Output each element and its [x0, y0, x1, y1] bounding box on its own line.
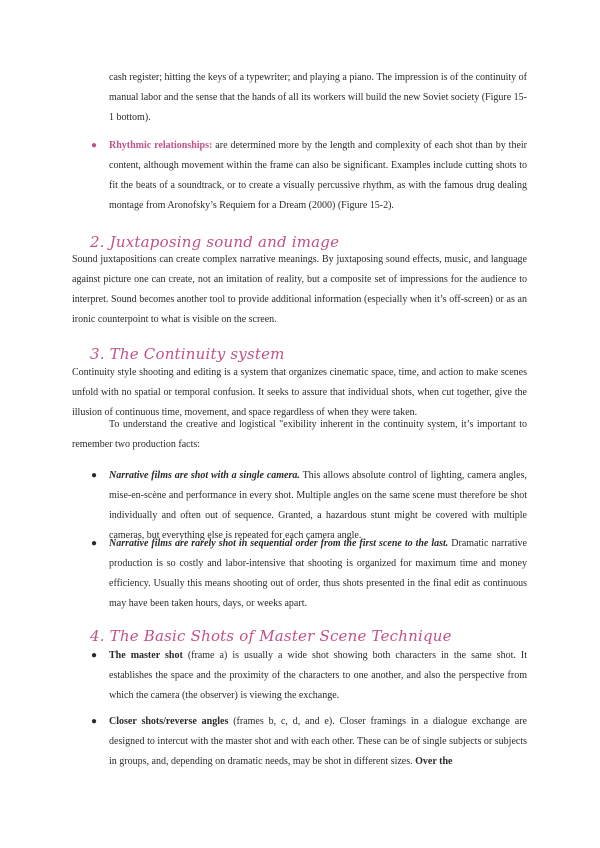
section2-text: Sound juxtapositions can create complex narrative meanings. By juxtaposing sound effects, music, and language against picture one can create, not an imitation of reality, but a composite set of impressions for the audience to interpret. Sound becomes another tool to provide additional information (especially when it’s off-screen) or as an ironic counterpoint to what is visible on the screen. — [72, 254, 527, 325]
bullet-master-shot-lead: The master shot — [109, 650, 183, 661]
section-heading-basic-shots: 4. The Basic Shots of Master Scene Technique — [90, 627, 452, 645]
bullet-icon: ● — [91, 140, 98, 151]
bullet-sequential-order — [91, 534, 527, 614]
bullet-closer-shots — [91, 712, 527, 772]
section2-paragraph — [72, 250, 527, 330]
bullet-icon: ● — [91, 470, 98, 481]
bullet-icon: ● — [91, 538, 98, 549]
bullet-closer-shots-tail: Over the — [412, 756, 453, 767]
bullet-closer-shots-body: (frames b, c, d, and e). Closer framings in a dialogue exchange are designed to intercut with the master shot and with each other. These can be of single subjects or subjects in groups, and, depending on dramatic needs, may be shot in different sizes. — [109, 716, 527, 767]
section3-paragraph2 — [72, 415, 527, 455]
continuation-paragraph — [109, 68, 527, 128]
bullet-icon: ● — [91, 650, 98, 661]
bullet-sequential-order-body: Dramatic narrative production is so costly and labor-intensive that shooting is organized for maximum time and money efficiency. Usually this means shooting out of order, thus shots presented in the final edit as continuous may have been taken hours, days, or weeks apart. — [109, 538, 527, 609]
bullet-rhythmic-lead: Rhythmic relationships: — [109, 140, 213, 151]
bullet-rhythmic-relationships — [91, 136, 527, 216]
section3-paragraph1 — [72, 363, 527, 423]
section3-text1: Continuity style shooting and editing is a system that organizes cinematic space, time, and action to make scenes unfold with no spatial or temporal confusion. It seeks to assure that individual shots, when cut together, give the illusion of continuous time, movement, and space regardless of when they were taken. — [72, 367, 527, 418]
bullet-master-shot-text — [109, 646, 527, 706]
section3-text2: To understand the creative and logistical "exibility inherent in the continuity system, it’s important to remember two production facts: — [72, 419, 527, 450]
bullet-rhythmic-body: are determined more by the length and complexity of each shot than by their content, although movement within the frame can also be significant. Examples include cutting shots to fit the beats of a soundtrack, or to create a visually percussive rhythm, as with the famous drug dealing montage from Aronofsky’s Requiem for a Dream (2000) (Figure 15-2). — [109, 140, 527, 211]
section-heading-juxtaposing-sound: 2. Juxtaposing sound and image — [90, 233, 340, 251]
bullet-closer-shots-lead: Closer shots/reverse angles — [109, 716, 229, 727]
bullet-master-shot — [91, 646, 528, 706]
bullet-single-camera-body: This allows absolute control of lighting, camera angles, mise-en-scène and performance in every shot. Multiple angles on the same scene must therefore be shot individually and often out of sequence. Granted, a hazardous stunt might be covered with multiple cameras, but everything else is repeated for each camera angle. — [109, 470, 527, 541]
bullet-closer-shots-text — [109, 712, 527, 772]
continuation-text: cash register; hitting the keys of a typewriter; and playing a piano. The impression is of the continuity of manual labor and the sense that the hands of all its workers will build the new Soviet society (Figure 15-1 bottom). — [109, 72, 527, 123]
bullet-master-shot-body: (frame a) is usually a wide shot showing both characters in the same shot. It establishes the space and the proximity of the characters to one another, and also the perspective from which the camera (the observer) is viewing the exchange. — [109, 650, 528, 701]
bullet-rhythmic-text — [109, 136, 527, 216]
bullet-single-camera-lead: Narrative films are shot with a single camera. — [109, 470, 300, 481]
bullet-icon: ● — [91, 716, 98, 727]
bullet-sequential-order-text — [109, 534, 527, 614]
bullet-sequential-order-lead: Narrative films are rarely shot in sequential order from the first scene to the last. — [109, 538, 449, 549]
section-heading-continuity-system: 3. The Continuity system — [90, 345, 285, 363]
